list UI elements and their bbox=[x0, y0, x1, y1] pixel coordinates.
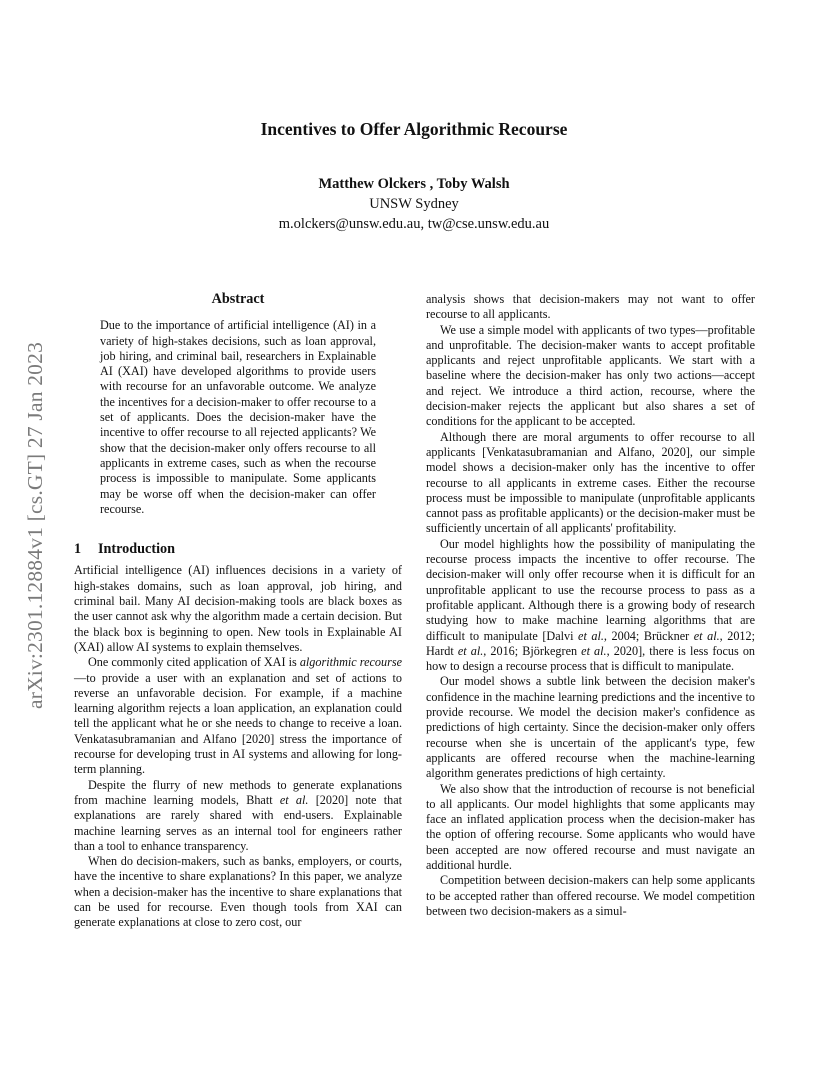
section-heading-introduction bbox=[74, 542, 402, 557]
text-run: , 2020], there is less focus on how to design a recourse process that is difficult to manipulate. bbox=[426, 643, 756, 674]
author-block bbox=[0, 174, 828, 234]
intro-paragraph-7 bbox=[426, 537, 755, 675]
paper-title: Incentives to Offer Algorithmic Recourse bbox=[260, 119, 568, 139]
emphasis-text: algorithmic recourse bbox=[299, 655, 402, 670]
intro-paragraph-1: Artificial intelligence (AI) influences decisions in a variety of high-stakes domains, such as loan approval, job hiring, and criminal bail. Many AI decision-making tools are black boxes as the user cannot ask why the algorithm made a certain decision. But the black box is beginning to open. New tools in Explainable AI (XAI) allow AI systems to explain themselves. bbox=[74, 563, 402, 654]
text-run: [2020] note that explanations are rarely shared with end-users. Explainable machine learning serves as an internal tool for engineers rather than a tool to enhance transparency. bbox=[74, 792, 403, 853]
intro-paragraph-10: Competition between decision-makers can help some applicants to be accepted rather than offered recourse. We model competition between two decision-makers as a simul- bbox=[426, 873, 755, 918]
text-run: Despite the flurry of new methods to generate explanations from machine learning models, Bhatt bbox=[74, 777, 402, 807]
intro-paragraph-3 bbox=[74, 778, 402, 854]
intro-paragraph-8: Our model shows a subtle link between the decision maker's confidence in the machine learning predictions and the incentive to provide recourse. We model the decision maker's confidence as predictions of high certainty. Since the decision-maker only offers recourse when she is uncertain of the applicant's type, few applicants are offered recourse when the machine-learning algorithm generates predictions of high certainty. bbox=[426, 674, 755, 781]
text-run: —to provide a user with an explanation and set of actions to reverse an unfavorable decision. For example, if a machine learning algorithm rejects a loan application, an explanation could tell the applicant what he or she needs to change to receive a loan. Venkatasubramanian and Alfano [2020] stress the importance of recourse for developing trust in AI systems and allowing for long-term planning. bbox=[74, 670, 402, 777]
section-number: 1 bbox=[74, 541, 82, 558]
intro-paragraph-2 bbox=[74, 655, 402, 777]
intro-paragraph-9: We also show that the introduction of recourse is not beneficial to all applicants. Our model highlights that some applicants may face an inflated application process when the decision-maker has the option of offering recourse. Some applicants who would have been accepted are now offered recourse and must navigate an additional hurdle. bbox=[426, 781, 755, 872]
emphasis-text: et al. bbox=[279, 792, 309, 807]
author-names: Matthew Olckers , Toby Walsh bbox=[318, 176, 510, 192]
arxiv-identifier-text: arXiv:2301.12884v1 [cs.GT] 27 Jan 2023 bbox=[23, 341, 48, 709]
intro-paragraph-6: Although there are moral arguments to offer recourse to all applicants [Venkatasubramanian and Alfano, 2020], our simple model shows a decision-maker only has the incentive to offer recourse to all applicants in extreme cases. Either the recourse process must be impossible to manipulate (unprofitable applicants cannot pass as profitable applicants) or the decision-maker must be sufficiently uncertain of all applicants' profitability. bbox=[426, 429, 755, 536]
emphasis-text: et al. bbox=[581, 643, 607, 658]
intro-paragraph-4-continued: analysis shows that decision-makers may not want to offer recourse to all applicants. bbox=[426, 292, 755, 322]
abstract-heading: Abstract bbox=[211, 291, 265, 307]
emphasis-text: et al. bbox=[693, 628, 720, 643]
intro-paragraph-4: When do decision-makers, such as banks, employers, or courts, have the incentive to share explanations? In this paper, we analyze when a decision-maker has the incentive to share explanations that can be used for recourse. Even though tools from XAI can generate explanations at close to zero cost, our bbox=[74, 854, 402, 930]
author-emails: m.olckers@unsw.edu.au, tw@cse.unsw.edu.au bbox=[278, 216, 550, 232]
intro-paragraph-5: We use a simple model with applicants of two types—profitable and unprofitable. The decision-maker wants to accept profitable applicants and reject unprofitable applicants. We start with a baseline where the decision-maker has only two actions—accept and reject. We introduce a third action, recourse, where the decision-maker rejects the applicant but also shares a set of conditions for the applicant to be accepted. bbox=[426, 322, 755, 429]
left-column bbox=[74, 292, 402, 931]
emphasis-text: et al. bbox=[578, 628, 604, 643]
text-run: , 2004; Brückner bbox=[603, 628, 694, 643]
emphasis-text: et al. bbox=[457, 643, 484, 658]
text-run: One commonly cited application of XAI is bbox=[88, 655, 300, 670]
abstract-text: Due to the importance of artificial intelligence (AI) in a variety of high-stakes decisions, such as loan approval, job hiring, and criminal bail, researchers in Explainable AI (XAI) have developed algorithms to provide users with recourse for an unfavorable outcome. We analyze the incentives for a decision-maker to offer recourse to a set of applicants. Does the decision-maker have the incentive to offer recourse to all rejected applicants? We show that the decision-maker only offers recourse to all applicants in extreme cases, such as when the recourse process is impossible to manipulate. Some applicants may be worse off when the decision-maker can offer recourse. bbox=[100, 318, 376, 516]
right-column bbox=[426, 292, 755, 919]
text-run: , 2012; Hardt bbox=[426, 628, 756, 658]
text-run: , 2016; Björkegren bbox=[483, 643, 582, 658]
text-run: Our model highlights how the possibility of manipulating the recourse process impacts the incentive to offer recourse. The decision-maker will only offer recourse when it is difficult for an unprofitable applicant to use the recourse process to pass as a profitable applicant. Although there is a growing body of research studying how to make machine learning algorithms that are difficult to manipulate [Dalvi bbox=[426, 536, 755, 643]
section-title: Introduction bbox=[98, 541, 175, 558]
author-affiliation: UNSW Sydney bbox=[369, 196, 459, 212]
arxiv-identifier-stamp bbox=[20, 290, 52, 760]
